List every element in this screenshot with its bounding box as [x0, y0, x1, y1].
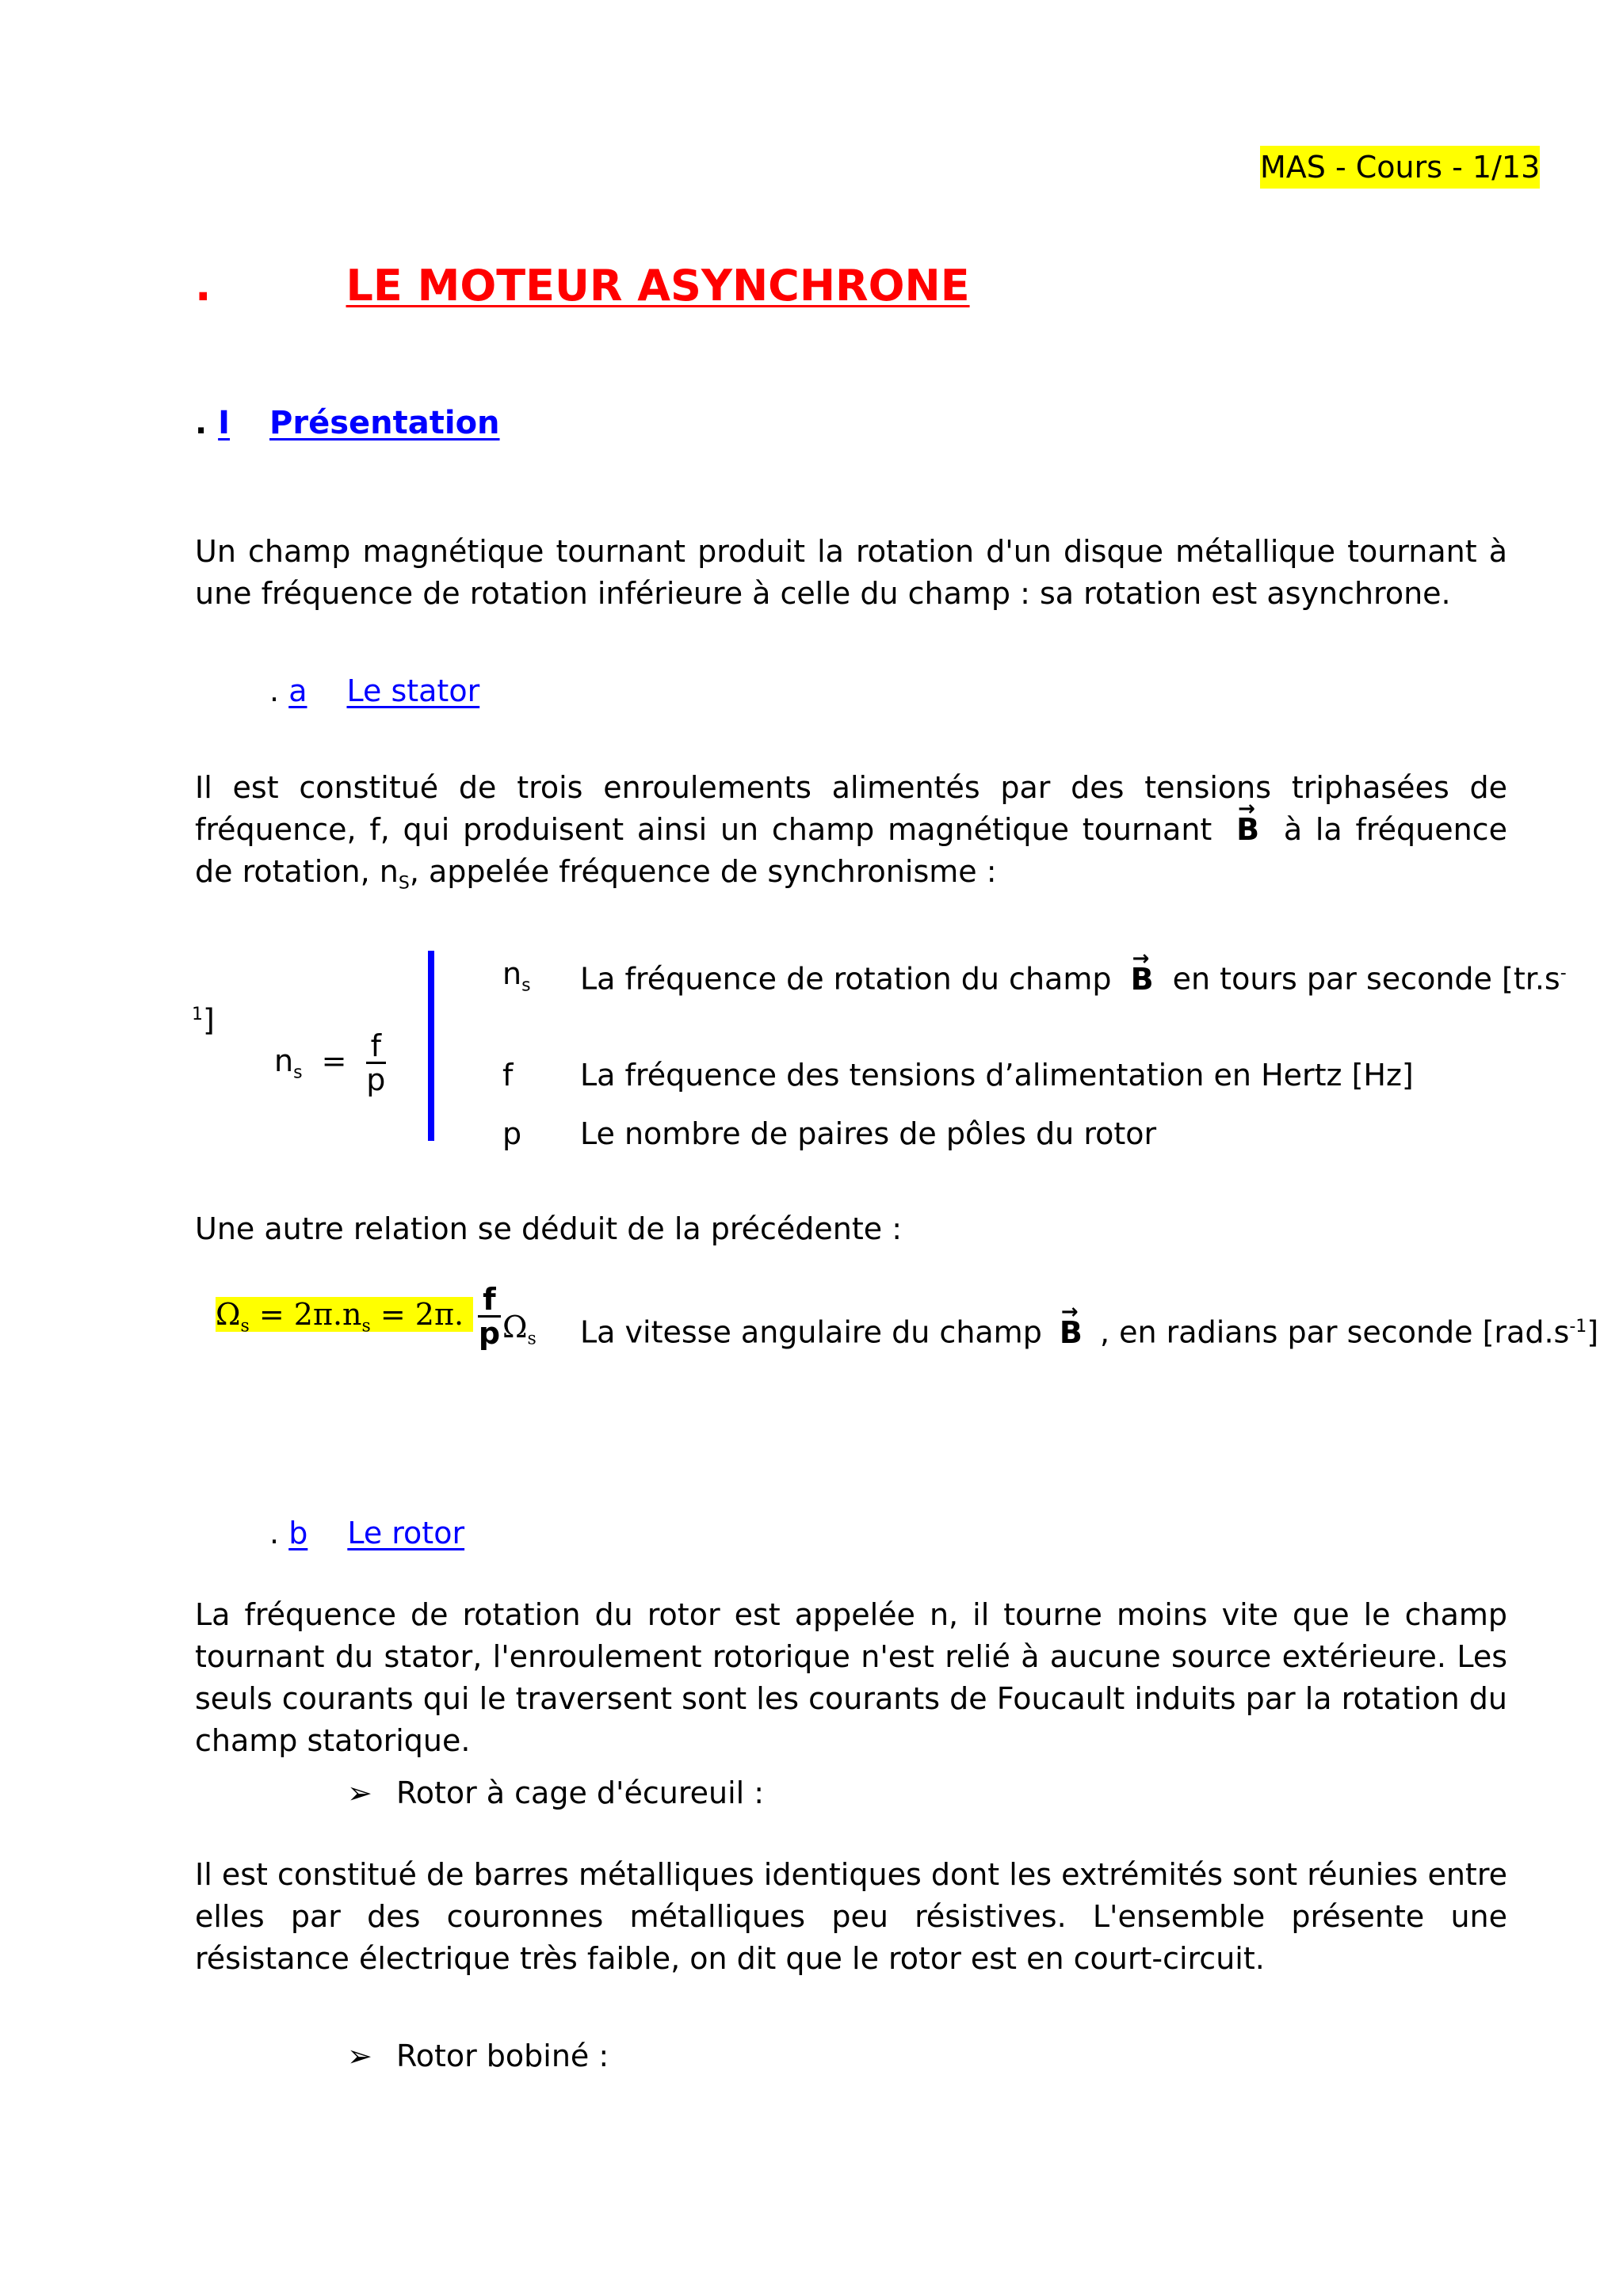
def-f-symbol: f	[502, 1058, 514, 1093]
section-heading-presentation	[195, 401, 500, 445]
vector-b-symbol: → B	[1236, 809, 1259, 851]
def-omega-symbol: $\Omega_s$	[502, 1310, 537, 1349]
def-omega-text: La vitesse angulaire du champ → B , en radians par seconde $[rad.s^{-1}]$	[580, 1306, 1598, 1354]
title-text: LE MOTEUR ASYNCHRONE	[346, 261, 970, 311]
intro-paragraph: Un champ magnétique tournant produit la rotation d'un disque métallique tournant à une fréquence de rotation inférieure à celle du champ : sa rotation est asynchrone.	[195, 534, 1507, 611]
stator-letter[interactable]: a	[288, 673, 307, 708]
page-title	[195, 258, 970, 314]
relation-text: Une autre relation se déduit de la précédente :	[195, 1211, 903, 1246]
subheading-rotor: . b Le rotor	[269, 1516, 465, 1550]
definition-separator-rule	[428, 951, 434, 1141]
page-header-tag: MAS - Cours - 1/13	[1260, 146, 1540, 189]
fraction-f-over-p-2: $\frac{f}{p}$	[478, 1282, 501, 1351]
def-p-symbol: p	[502, 1116, 522, 1151]
list-item-bobine: ➢ Rotor bobiné :	[347, 2035, 609, 2077]
fraction-f-over-p: $\frac{f}{p}$	[366, 1028, 386, 1097]
section-label[interactable]: Présentation	[269, 405, 500, 441]
def-ns-overflow: $^1$]	[192, 1002, 215, 1038]
def-f-text: La fréquence des tensions d’alimentation en Hertz [Hz]	[580, 1058, 1414, 1093]
stator-paragraph: Il est constitué de trois enroulements alimentés par des tensions triphasées de fréquence, f, qui produisent ainsi un champ magnétique tournant → B à la fréquence de rotation, $n_S$, appelée fréquence de synchronisme :	[195, 767, 1507, 905]
def-p-text: Le nombre de paires de pôles du rotor	[580, 1116, 1157, 1151]
subheading-stator: . a Le stator	[269, 673, 480, 708]
def-ns-symbol: $n_s$	[502, 956, 531, 996]
rotor-letter[interactable]: b	[288, 1516, 308, 1550]
rotor-paragraph: La fréquence de rotation du rotor est appelée n, il tourne moins vite que le champ tournant du stator, l'enroulement rotorique n'est relié à aucune source extérieure. Les seuls courants qui le traversent sont les courants de Foucault induits par la rotation du champ statorique.	[195, 1597, 1507, 1758]
stator-label[interactable]: Le stator	[346, 673, 480, 708]
section-bullet: .	[195, 405, 208, 441]
arrow-bullet-icon: ➢	[347, 1775, 372, 1810]
list-item-cage: ➢ Rotor à cage d'écureuil :	[347, 1772, 764, 1814]
rotor-label[interactable]: Le rotor	[347, 1516, 465, 1550]
section-number[interactable]: I	[218, 405, 231, 441]
formula-ns: $n_s$ = $\frac{f}{p}$	[274, 1028, 386, 1097]
cage-paragraph: Il est constitué de barres métalliques identiques dont les extrémités sont réunies entre elles par des couronnes métalliques peu résistives. L'ensemble présente une résistance électrique très faible, on dit que le rotor est en court-circuit.	[195, 1857, 1507, 1976]
arrow-bullet-icon: ➢	[347, 2039, 372, 2073]
formula-omega: $\Omega_s = 2\pi.n_s = 2\pi$. $\frac{f}{p}$	[216, 1282, 501, 1351]
def-ns-text: La fréquence de rotation du champ → B en tours par seconde [tr.s-	[580, 952, 1567, 1001]
title-underline-gap	[212, 292, 346, 300]
title-bullet: .	[195, 261, 212, 311]
